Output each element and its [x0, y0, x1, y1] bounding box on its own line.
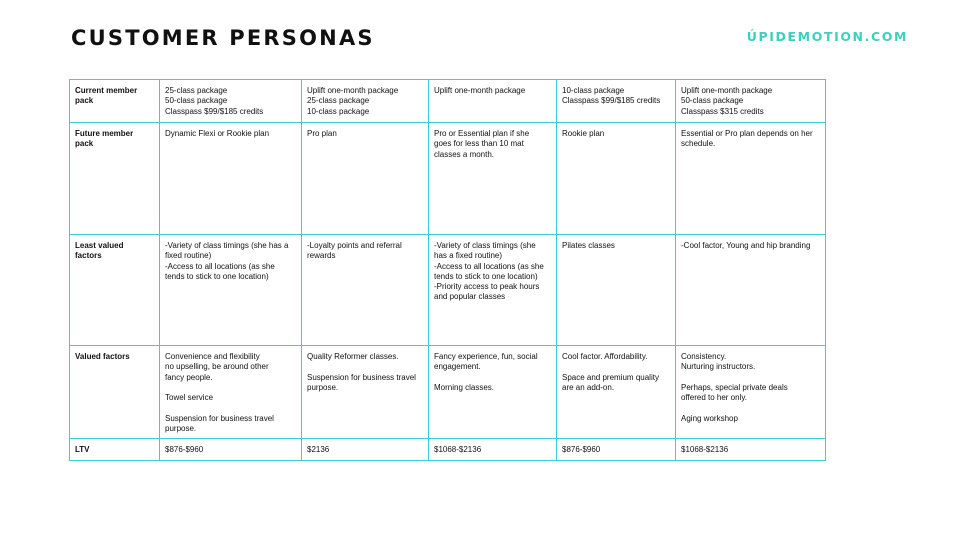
- table-cell: $1068-$2136: [676, 439, 826, 461]
- table-row-least-valued-factors: [70, 235, 826, 346]
- table-cell: Rookie plan: [557, 123, 676, 235]
- table-cell: Convenience and flexibility no upselling, be around other fancy people. Towel service Suspension for business travel purpose.: [160, 346, 302, 439]
- table-cell: 10-class package Classpass $99/$185 credits: [557, 80, 676, 123]
- table-cell: Essential or Pro plan depends on her schedule.: [676, 123, 826, 235]
- table-cell: Fancy experience, fun, social engagement. Morning classes.: [429, 346, 557, 439]
- table-cell: Quality Reformer classes. Suspension for business travel purpose.: [302, 346, 429, 439]
- page-title: CUSTOMER PERSONAS: [71, 26, 375, 50]
- table-row-ltv: [70, 439, 826, 461]
- personas-table: [69, 79, 826, 461]
- table-cell: Pro plan: [302, 123, 429, 235]
- row-label: Current member pack: [70, 80, 160, 123]
- table-row-valued-factors: [70, 346, 826, 439]
- table-cell: 25-class package 50-class package Classpass $99/$185 credits: [160, 80, 302, 123]
- table-cell: Uplift one-month package 50-class package Classpass $315 credits: [676, 80, 826, 123]
- table-row-current-member-pack: [70, 80, 826, 123]
- table-cell: $2136: [302, 439, 429, 461]
- row-label: Valued factors: [70, 346, 160, 439]
- row-label: Future member pack: [70, 123, 160, 235]
- table-row-future-member-pack: [70, 123, 826, 235]
- table-cell: $876-$960: [160, 439, 302, 461]
- table-cell: Uplift one-month package 25-class package 10-class package: [302, 80, 429, 123]
- table-cell: Pro or Essential plan if she goes for less than 10 mat classes a month.: [429, 123, 557, 235]
- table-cell: Cool factor. Affordability. Space and premium quality are an add-on.: [557, 346, 676, 439]
- table-cell: Dynamic Flexi or Rookie plan: [160, 123, 302, 235]
- table-cell: $1068-$2136: [429, 439, 557, 461]
- table-cell: -Cool factor, Young and hip branding: [676, 235, 826, 346]
- table-cell: -Loyalty points and referral rewards: [302, 235, 429, 346]
- row-label: LTV: [70, 439, 160, 461]
- table-cell: $876-$960: [557, 439, 676, 461]
- row-label: Least valued factors: [70, 235, 160, 346]
- table-cell: -Variety of class timings (she has a fixed routine) -Access to all locations (as she tends to stick to one location) -Priority access to peak hours and popular classes: [429, 235, 557, 346]
- table-cell: -Variety of class timings (she has a fixed routine) -Access to all locations (as she tends to stick to one location): [160, 235, 302, 346]
- brand-url[interactable]: ÚPIDEMOTION.COM: [746, 29, 908, 44]
- table-cell: Consistency. Nurturing instructors. Perhaps, special private deals offered to her only. Aging workshop: [676, 346, 826, 439]
- table-cell: Uplift one-month package: [429, 80, 557, 123]
- table-cell: Pilates classes: [557, 235, 676, 346]
